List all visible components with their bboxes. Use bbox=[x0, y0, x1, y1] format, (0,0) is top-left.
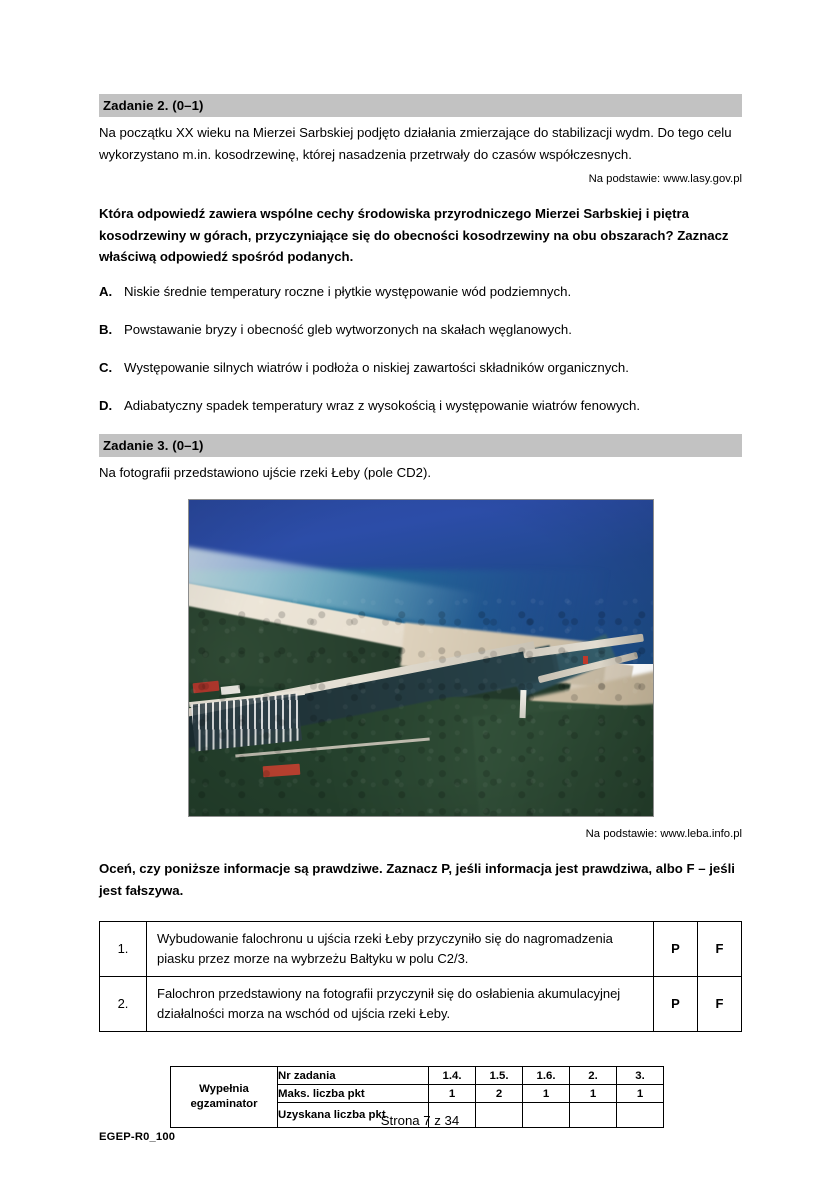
scoring-label-max-points: Maks. liczba pkt bbox=[278, 1085, 429, 1103]
scoring-label-obtained-points: Uzyskana liczba pkt bbox=[278, 1103, 429, 1128]
option-b[interactable] bbox=[99, 320, 742, 340]
option-d-letter: D. bbox=[99, 397, 113, 413]
scoring-label-task-number: Nr zadania bbox=[278, 1067, 429, 1085]
scoring-task-1-6: 1.6. bbox=[523, 1067, 570, 1085]
scoring-row-task-numbers bbox=[171, 1067, 664, 1085]
row-1-statement: Wybudowanie falochronu u ujścia rzeki Łeby przyczyniło się do nagromadzenia piasku przez morze na wybrzeżu Bałtyku w polu C2/3. bbox=[147, 922, 654, 977]
table-row bbox=[100, 922, 742, 977]
scoring-task-3: 3. bbox=[617, 1067, 664, 1085]
task-2-question: Która odpowiedź zawiera wspólne cechy środowiska przyrodniczego Mierzei Sarbskiej i piętra kosodrzewiny w górach, przyczyniające się do obecności kosodrzewiny na obu obszarach? Zaznacz właściwą odpowiedź spośród podanych. bbox=[99, 206, 729, 264]
examiner-title-line-1: Wypełnia bbox=[199, 1083, 249, 1095]
scoring-max-1-4: 1 bbox=[429, 1085, 476, 1103]
row-1-true-option[interactable]: P bbox=[654, 922, 698, 977]
scoring-task-1-4: 1.4. bbox=[429, 1067, 476, 1085]
scoring-max-1-5: 2 bbox=[476, 1085, 523, 1103]
row-2-number: 2. bbox=[100, 977, 147, 1032]
option-a[interactable] bbox=[99, 282, 742, 302]
row-2-statement: Falochron przedstawiony na fotografii przyczynił się do osłabienia akumulacyjnej działalności morza na wschód od ujścia rzeki Łeby. bbox=[147, 977, 654, 1032]
option-c-text: Występowanie silnych wiatrów i podłoża o niskiej zawartości składników organicznych. bbox=[124, 359, 629, 375]
option-a-letter: A. bbox=[99, 283, 113, 299]
task-3-intro: Na fotografii przedstawiono ujście rzeki Łeby (pole CD2). bbox=[99, 464, 432, 480]
true-false-table bbox=[99, 921, 742, 1032]
scoring-max-3: 1 bbox=[617, 1085, 664, 1103]
document-code: EGEP-R0_100 bbox=[99, 1131, 176, 1143]
scoring-max-2: 1 bbox=[570, 1085, 617, 1103]
row-1-number: 1. bbox=[100, 922, 147, 977]
leba-river-mouth-aerial-photo bbox=[188, 499, 654, 817]
scoring-max-1-6: 1 bbox=[523, 1085, 570, 1103]
task-3-photo-wrapper bbox=[99, 499, 742, 817]
examiner-title-line-2: egzaminator bbox=[190, 1098, 258, 1110]
task-3-source: Na podstawie: www.leba.info.pl bbox=[585, 828, 742, 840]
option-c[interactable] bbox=[99, 358, 742, 378]
row-2-false-option[interactable]: F bbox=[698, 977, 742, 1032]
row-1-false-option[interactable]: F bbox=[698, 922, 742, 977]
task-2-options bbox=[99, 282, 742, 416]
option-d-text: Adiabatyczny spadek temperatury wraz z wysokością i występowanie wiatrów fenowych. bbox=[124, 397, 640, 413]
task-2-intro: Na początku XX wieku na Mierzei Sarbskiej podjęto działania zmierzające do stabilizacji wydm. Do tego celu wykorzystano m.in. kosodrzewinę, której nasadzenia przetrwały do czasów współczesnych. bbox=[99, 125, 732, 162]
task-3-header: Zadanie 3. (0–1) bbox=[99, 434, 742, 457]
option-c-letter: C. bbox=[99, 359, 113, 375]
option-d[interactable] bbox=[99, 396, 742, 416]
page-content bbox=[99, 94, 742, 1128]
option-b-text: Powstawanie bryzy i obecność gleb wytworzonych na skałach węglanowych. bbox=[124, 321, 572, 337]
option-a-text: Niskie średnie temperatury roczne i płytkie występowanie wód podziemnych. bbox=[124, 283, 572, 299]
row-2-true-option[interactable]: P bbox=[654, 977, 698, 1032]
photo-vignette bbox=[189, 500, 653, 816]
table-row bbox=[100, 977, 742, 1032]
task-2-header: Zadanie 2. (0–1) bbox=[99, 94, 742, 117]
task-2-source: Na podstawie: www.lasy.gov.pl bbox=[588, 173, 742, 185]
scoring-task-1-5: 1.5. bbox=[476, 1067, 523, 1085]
option-b-letter: B. bbox=[99, 321, 113, 337]
scoring-task-2: 2. bbox=[570, 1067, 617, 1085]
task-3-instruction: Oceń, czy poniższe informacje są prawdziwe. Zaznacz P, jeśli informacja jest prawdziwa, albo F – jeśli jest fałszywa. bbox=[99, 861, 735, 898]
page-number: Strona 7 z 34 bbox=[380, 1113, 460, 1128]
